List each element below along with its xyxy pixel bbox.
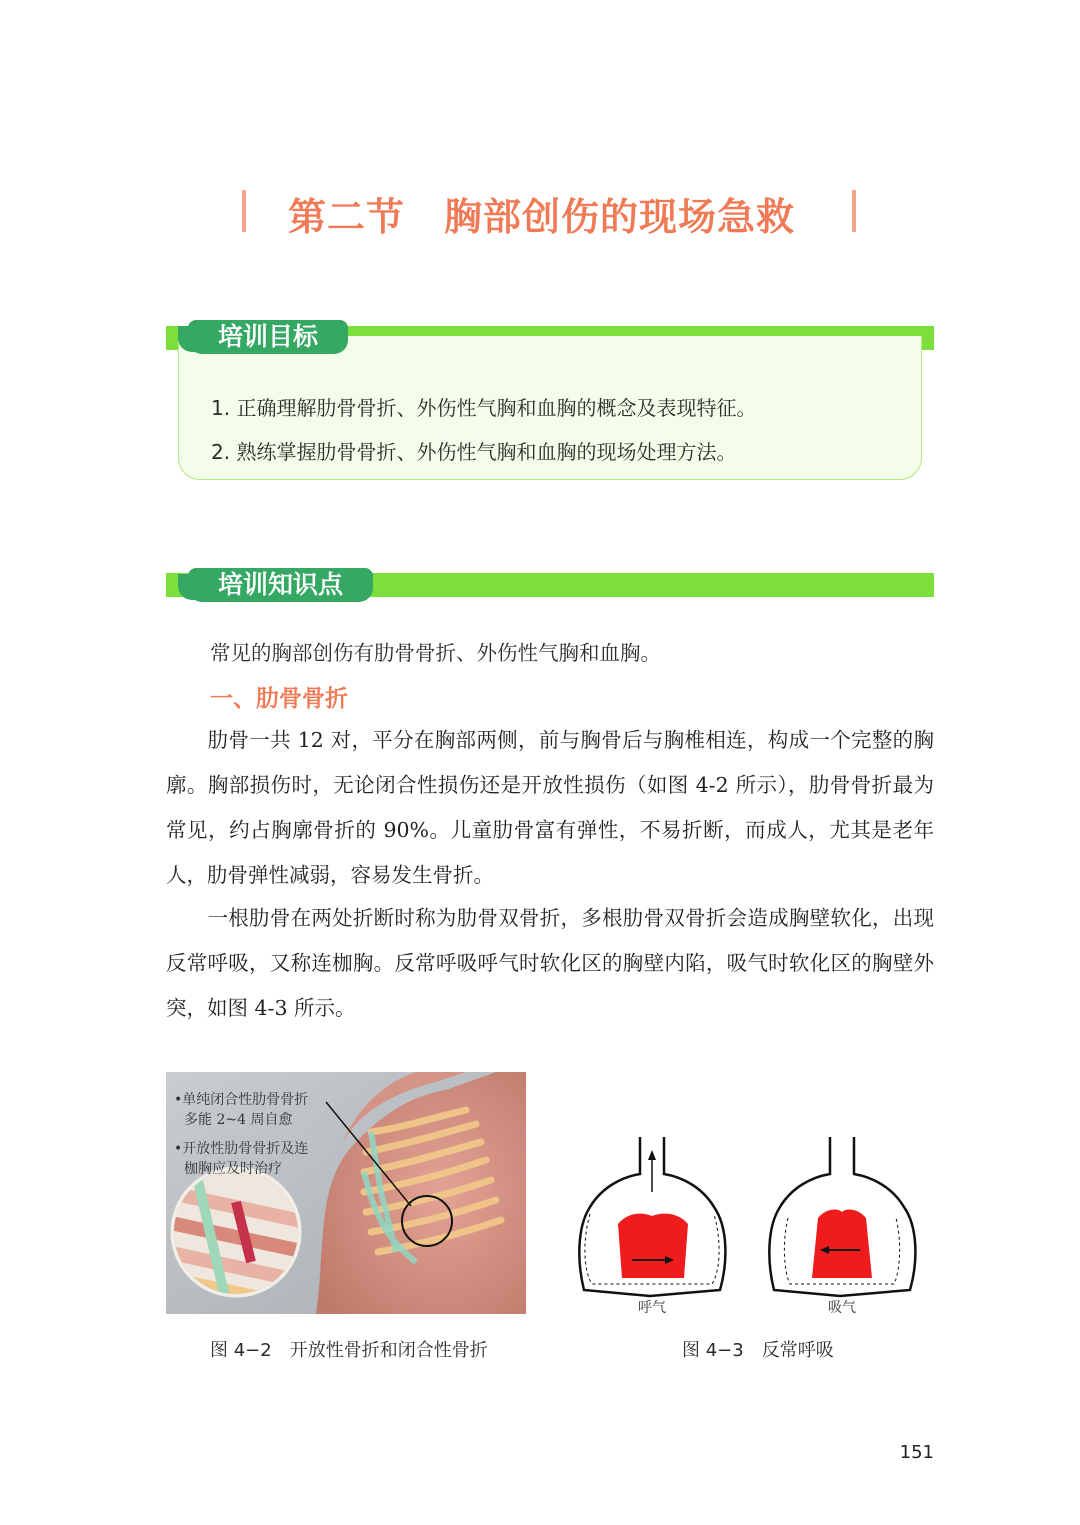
label-exhale: 呼气 — [638, 1300, 666, 1316]
figure-4-2-illustration — [166, 1072, 526, 1314]
knowledge-heading: 培训知识点 — [188, 568, 373, 602]
paragraph-flail-chest: 一根肋骨在两处折断时称为肋骨双骨折，多根肋骨双骨折会造成胸壁软化，出现反常呼吸，又称连枷胸。反常呼吸呼气时软化区的胸壁内陷，吸气时软化区的胸壁外突，如图 4-3 所示。 — [166, 906, 934, 1020]
page-number: 151 — [899, 1442, 934, 1463]
lung-exhale — [579, 1137, 725, 1316]
figure-4-3-illustration — [572, 1132, 934, 1316]
title-left-bar — [242, 190, 246, 232]
objective-item: 1. 正确理解肋骨骨折、外伤性气胸和血胸的概念及表现特征。 — [211, 396, 757, 420]
objective-item: 2. 熟练掌握肋骨骨折、外伤性气胸和血胸的现场处理方法。 — [211, 440, 737, 464]
inhale-lungs-red — [812, 1210, 872, 1278]
title-right-bar — [852, 190, 856, 232]
knowledge-intro: 常见的胸部创伤有肋骨骨折、外伤性气胸和血胸。 — [210, 641, 661, 665]
lung-inhale — [769, 1137, 915, 1316]
note-open-fracture: •开放性肋骨骨折及连 — [174, 1141, 309, 1157]
label-inhale: 吸气 — [828, 1300, 856, 1316]
exhale-lungs-red — [618, 1214, 688, 1278]
note-closed-fracture: •单纯闭合性肋骨骨折 — [174, 1092, 309, 1108]
objectives-heading: 培训目标 — [188, 320, 348, 354]
page-title: 第二节 胸部创伤的现场急救 — [288, 195, 796, 239]
note-closed-fracture-heal: 多能 2~4 周自愈 — [184, 1112, 293, 1128]
objectives-box — [178, 336, 922, 480]
paragraph-rib-anatomy: 肋骨一共 12 对，平分在胸部两侧，前与胸骨后与胸椎相连，构成一个完整的胸廓。胸部损伤时，无论闭合性损伤还是开放性损伤（如图 4-2 所示），肋骨骨折最为常见，约占胸廓骨折的 90%。儿童肋骨富有弹性，不易折断，而成人，尤其是老年人，肋骨弹性减弱，容易发生骨折。 — [166, 728, 934, 887]
note-open-fracture-treat: 枷胸应及时治疗 — [184, 1161, 282, 1177]
rib-fracture-subheading: 一、肋骨骨折 — [210, 686, 348, 712]
figure-4-3-caption: 图 4−3 反常呼吸 — [682, 1340, 834, 1361]
figure-4-2-caption: 图 4−2 开放性骨折和闭合性骨折 — [210, 1340, 488, 1361]
